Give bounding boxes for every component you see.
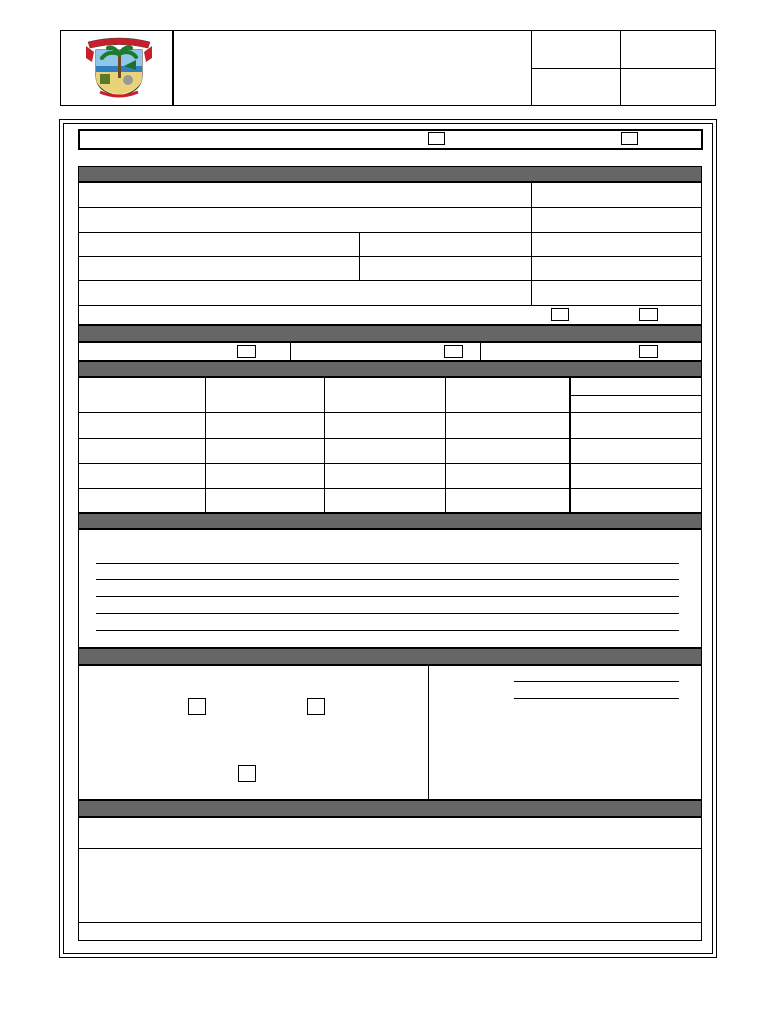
row-divider <box>78 305 702 306</box>
header-divider <box>172 30 174 106</box>
checkbox[interactable] <box>621 132 638 145</box>
row-divider <box>78 412 702 413</box>
type-row <box>78 342 702 361</box>
col-divider <box>445 377 446 513</box>
section-header <box>78 648 702 665</box>
section-header <box>78 513 702 529</box>
row-divider <box>78 438 702 439</box>
checkbox[interactable] <box>639 345 658 358</box>
header-code <box>535 34 615 64</box>
section-header <box>78 800 702 817</box>
section-header <box>78 325 702 342</box>
writing-line <box>96 630 679 631</box>
row-divider <box>78 207 702 208</box>
section-header <box>78 166 702 182</box>
row-divider <box>78 256 702 257</box>
row-divider <box>78 922 702 923</box>
col-divider <box>531 182 532 305</box>
writing-line <box>96 596 679 597</box>
checkbox[interactable] <box>237 345 256 358</box>
row-divider <box>570 395 702 396</box>
signature-line <box>514 698 679 699</box>
checkbox[interactable] <box>639 308 658 321</box>
col-divider <box>428 665 429 800</box>
header-divider <box>531 68 716 69</box>
writing-line <box>96 579 679 580</box>
data-table <box>78 377 702 513</box>
header-title <box>180 40 520 96</box>
signature-line <box>514 681 679 682</box>
municipal-crest-icon <box>84 36 154 98</box>
col-divider <box>359 232 360 280</box>
header-version <box>624 34 712 64</box>
row-divider <box>78 232 702 233</box>
row-divider <box>78 280 702 281</box>
col-divider <box>290 342 291 361</box>
col-divider <box>480 342 481 361</box>
row-divider <box>78 848 702 849</box>
row-divider <box>78 488 702 489</box>
col-divider <box>205 377 206 513</box>
checkbox[interactable] <box>188 698 206 715</box>
section-header <box>78 361 702 377</box>
row-divider <box>78 463 702 464</box>
applicant-grid <box>78 182 702 325</box>
checkbox[interactable] <box>238 765 256 782</box>
writing-line <box>96 563 679 564</box>
checkbox[interactable] <box>444 345 463 358</box>
col-divider <box>569 377 571 513</box>
form-top-bar <box>78 129 703 150</box>
writing-line <box>96 613 679 614</box>
col-divider <box>324 377 325 513</box>
checkbox[interactable] <box>428 132 445 145</box>
response-area <box>78 665 702 800</box>
checkbox[interactable] <box>551 308 569 321</box>
checkbox[interactable] <box>307 698 325 715</box>
